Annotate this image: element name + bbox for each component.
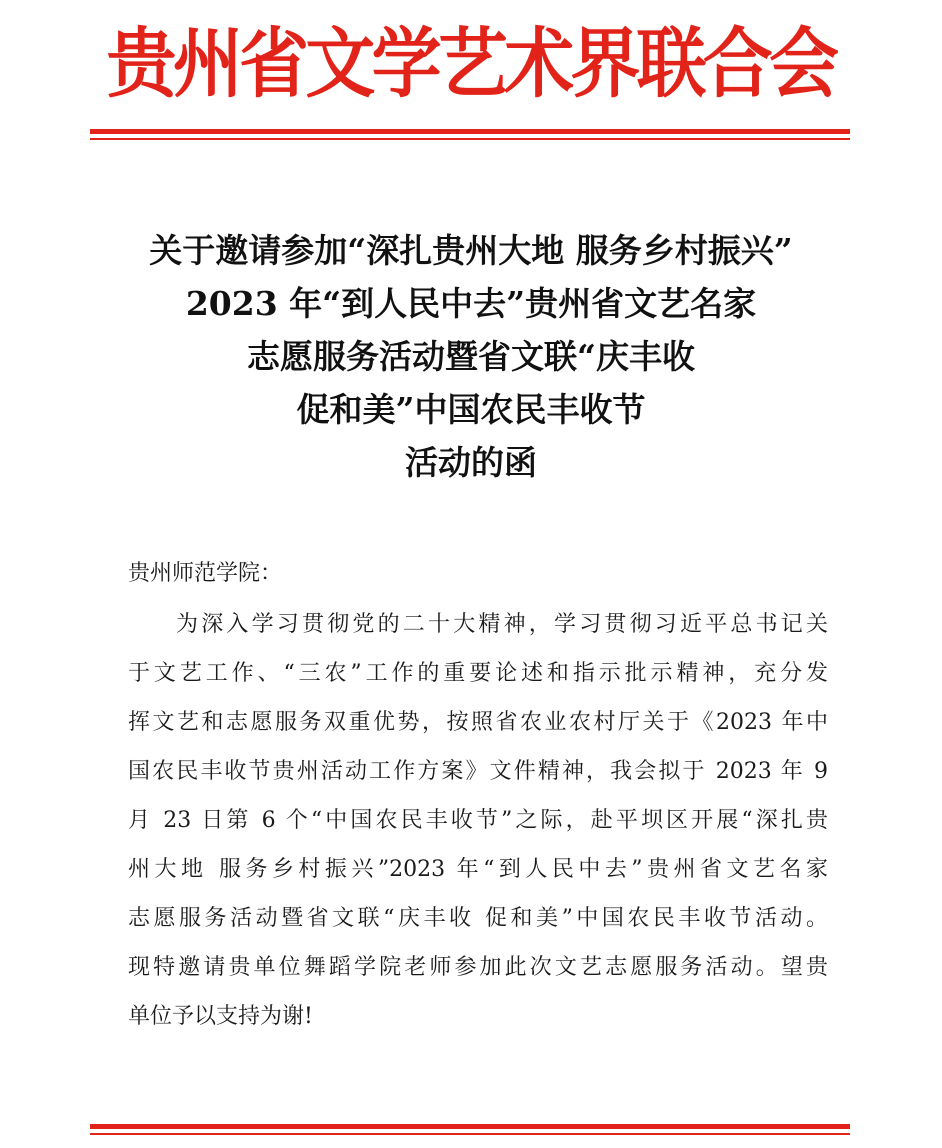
body-line: 现特邀请贵单位舞蹈学院老师参加此次文艺志愿服务活动。望贵 <box>128 955 828 980</box>
body-line: 单位予以支持为谢! <box>128 1004 313 1029</box>
body-line: 为深入学习贯彻党的二十大精神，学习贯彻习近平总书记关 <box>176 612 828 637</box>
body-line: 于文艺工作、“三农”工作的重要论述和指示批示精神，充分发 <box>128 661 828 686</box>
letterhead-rule-thick <box>90 129 850 134</box>
salutation: 贵州师范学院： <box>128 561 283 586</box>
title-line: 关于邀请参加“深扎贵州大地 服务乡村振兴” <box>149 231 793 270</box>
footer-rule-thick <box>90 1124 850 1129</box>
letterhead-org-name: 贵州省文学艺术界联合会 <box>106 19 836 108</box>
document-title <box>60 224 882 489</box>
body-line: 国农民丰收节贵州活动工作方案》文件精神，我会拟于 2023 年 9 <box>128 759 828 784</box>
title-line: 促和美”中国农民丰收节 <box>296 390 646 429</box>
title-line: 2023 年“到人民中去”贵州省文艺名家 <box>185 284 757 323</box>
footer-rule-thin <box>90 1133 850 1135</box>
body-line: 挥文艺和志愿服务双重优势，按照省农业农村厅关于《2023 年中 <box>128 710 828 735</box>
title-line: 志愿服务活动暨省文联“庆丰收 <box>247 337 695 376</box>
title-line: 活动的函 <box>405 443 537 482</box>
body-line: 月 23 日第 6 个“中国农民丰收节”之际，赴平坝区开展“深扎贵 <box>128 808 828 833</box>
body-line: 州大地 服务乡村振兴”2023 年“到人民中去”贵州省文艺名家 <box>128 857 828 882</box>
letterhead-rule-thin <box>90 138 850 140</box>
letter-body <box>128 600 828 1041</box>
body-line: 志愿服务活动暨省文联“庆丰收 促和美”中国农民丰收节活动。 <box>128 906 828 931</box>
